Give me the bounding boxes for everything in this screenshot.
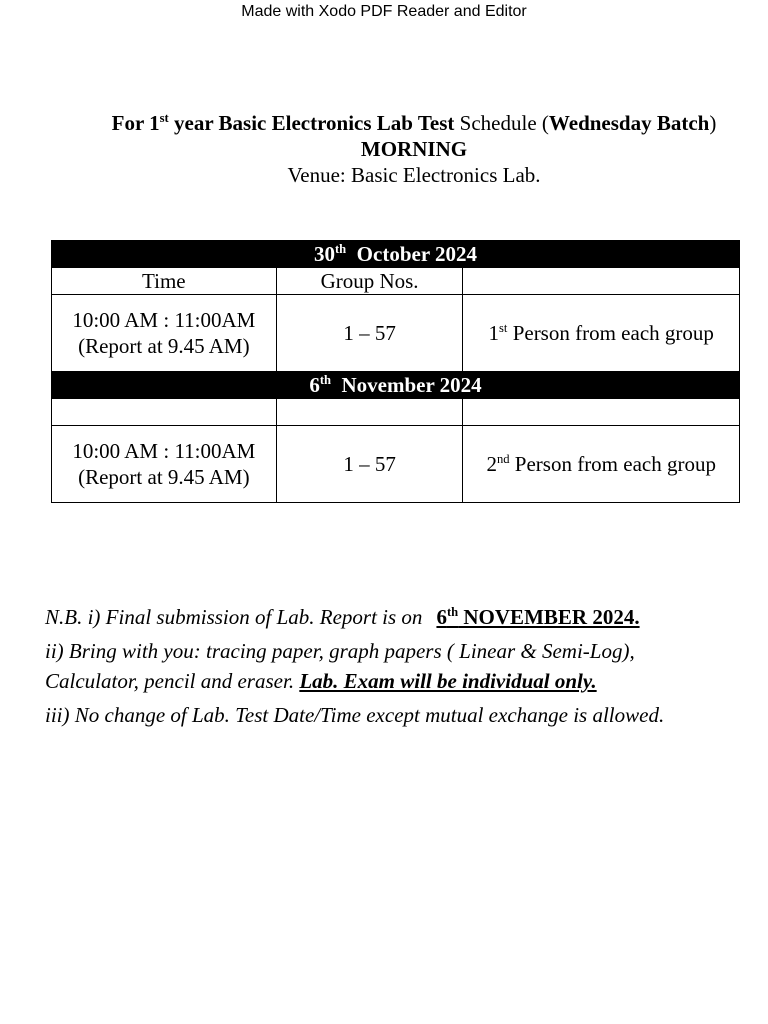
time-cell-day2 xyxy=(52,426,277,503)
table-row-day1 xyxy=(52,295,740,372)
header-groups: Group Nos. xyxy=(276,268,463,295)
time-cell-day1 xyxy=(52,295,277,372)
person-cell-day2 xyxy=(463,426,740,503)
date-rest-day1: October 2024 xyxy=(346,242,478,266)
empty-cell-3 xyxy=(463,399,740,426)
note-1-date-rest: NOVEMBER 2024. xyxy=(458,605,640,629)
note-2 xyxy=(45,636,745,696)
date-row-day1 xyxy=(52,241,740,268)
date-num-day2: 6 xyxy=(309,373,320,397)
date-cell-day1 xyxy=(52,241,740,268)
note-1-date xyxy=(436,605,639,629)
heading-for-prefix: For 1 xyxy=(111,111,160,135)
person-cell-day1 xyxy=(463,295,740,372)
person-rest-day2: Person from each group xyxy=(509,452,716,476)
schedule-table xyxy=(51,240,740,503)
time-line2-day1: (Report at 9.45 AM) xyxy=(78,334,250,358)
note-1-text: N.B. i) Final submission of Lab. Report is on xyxy=(45,605,423,629)
time-line2-day2: (Report at 9.45 AM) xyxy=(78,465,250,489)
header-row xyxy=(52,268,740,295)
person-sup-day1: st xyxy=(499,321,508,335)
person-num-day2: 2 xyxy=(486,452,497,476)
person-rest-day1: Person from each group xyxy=(507,321,714,345)
note-2-line1: ii) Bring with you: tracing paper, graph papers ( Linear & Semi-Log), xyxy=(45,639,635,663)
heading-title xyxy=(40,110,768,136)
empty-cell-1 xyxy=(52,399,277,426)
date-sup-day2: th xyxy=(319,373,332,387)
table-row-day2 xyxy=(52,426,740,503)
note-3: iii) No change of Lab. Test Date/Time except mutual exchange is allowed. xyxy=(45,703,665,727)
page-heading xyxy=(40,110,768,188)
heading-schedule: Schedule ( xyxy=(454,111,549,135)
notes-section xyxy=(45,602,745,734)
watermark: Made with Xodo PDF Reader and Editor xyxy=(241,3,527,20)
date-sup-day1: th xyxy=(334,242,347,256)
heading-for-sup: st xyxy=(159,111,169,125)
heading-batch: Wednesday Batch xyxy=(548,111,710,135)
heading-subject: year Basic Electronics Lab Test xyxy=(168,111,455,135)
groups-cell-day1: 1 – 57 xyxy=(276,295,463,372)
time-line1-day1: 10:00 AM : 11:00AM xyxy=(72,308,256,332)
empty-row xyxy=(52,399,740,426)
person-num-day1: 1 xyxy=(488,321,500,345)
time-line1-day2: 10:00 AM : 11:00AM xyxy=(72,439,256,463)
note-2-emphasis: Lab. Exam will be individual only. xyxy=(299,669,597,693)
heading-session xyxy=(40,136,768,162)
date-cell-day2 xyxy=(52,372,740,399)
empty-cell-2 xyxy=(276,399,463,426)
heading-for xyxy=(112,111,455,135)
note-2-line2: Calculator, pencil and eraser. xyxy=(45,669,300,693)
person-sup-day2: nd xyxy=(496,452,510,466)
note-1-date-num: 6 xyxy=(436,605,447,629)
header-note xyxy=(463,268,740,295)
date-row-day2 xyxy=(52,372,740,399)
heading-session-text: MORNING xyxy=(360,137,468,161)
groups-cell-day2: 1 – 57 xyxy=(276,426,463,503)
date-rest-day2: November 2024 xyxy=(331,373,482,397)
date-num-day1: 30 xyxy=(313,242,335,266)
header-time: Time xyxy=(52,268,277,295)
heading-close-paren: ) xyxy=(709,111,717,135)
note-1 xyxy=(45,602,745,632)
heading-venue: Venue: Basic Electronics Lab. xyxy=(287,163,541,187)
note-1-date-sup: th xyxy=(446,605,459,619)
